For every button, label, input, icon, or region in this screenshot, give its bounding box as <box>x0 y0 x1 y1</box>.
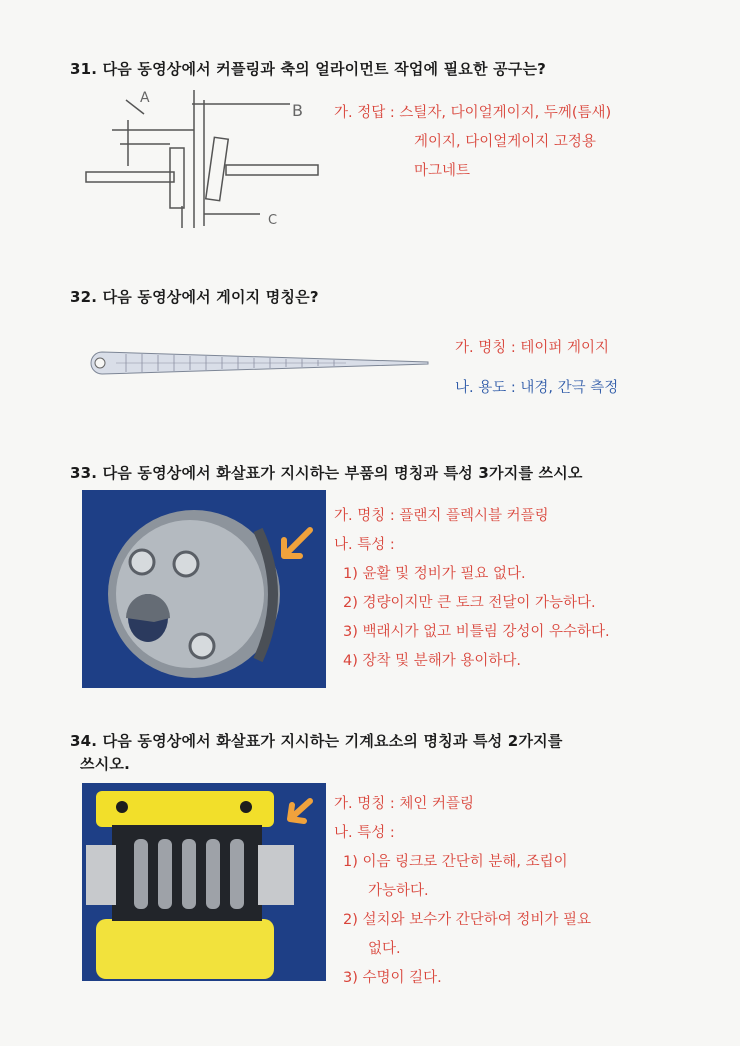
q33-feature-1: 1) 윤활 및 정비가 필요 없다. <box>343 566 526 582</box>
label-b: B <box>292 101 303 120</box>
q33-question: 33. 다음 동영상에서 화살표가 지시하는 부품의 명칭과 특성 3가지를 쓰시오 <box>70 464 583 482</box>
label-c: C <box>268 213 278 228</box>
q33-name: 가. 명칭 : 플랜지 플렉시블 커플링 <box>334 508 549 524</box>
chain-coupling-photo <box>82 783 326 981</box>
q34-feature-2-cont: 없다. <box>368 941 401 957</box>
q34-feature-3: 3) 수명이 길다. <box>343 970 442 986</box>
q33-feature-3: 3) 백래시가 없고 비틀림 강성이 우수하다. <box>343 624 610 640</box>
q32-answer-name: 가. 명칭 : 테이퍼 게이지 <box>455 340 609 356</box>
q34-feature-1: 1) 이음 링크로 간단히 분해, 조립이 <box>343 854 568 870</box>
q32-answer-use: 나. 용도 : 내경, 간극 측정 <box>455 380 619 396</box>
q32-question: 32. 다음 동영상에서 게이지 명칭은? <box>70 288 319 306</box>
q34-feature-2: 2) 설치와 보수가 간단하여 정비가 필요 <box>343 912 592 928</box>
q34-question-line-2: 쓰시오. <box>80 755 130 773</box>
q31-answer-line-1: 가. 정답 : 스틸자, 다이얼게이지, 두께(틈새) <box>334 105 612 121</box>
right-flange <box>206 137 228 200</box>
q33-feature-4: 4) 장착 및 분해가 용이하다. <box>343 653 521 669</box>
q33-features-label: 나. 특성 : <box>334 537 395 553</box>
q31-answer-line-3: 마그네트 <box>414 163 471 179</box>
q31-question: 31. 다음 동영상에서 커플링과 축의 얼라이먼트 작업에 필요한 공구는? <box>70 60 547 78</box>
q34-feature-1-cont: 가능하다. <box>368 883 429 899</box>
q34-answer <box>334 790 591 993</box>
label-a: A <box>140 90 150 106</box>
taper-gauge-image <box>86 346 430 380</box>
coupling-alignment-diagram <box>82 88 322 236</box>
q31-answer <box>334 99 611 186</box>
q34-features-label: 나. 특성 : <box>334 825 395 841</box>
q33-answer <box>334 502 610 676</box>
q31-answer-line-2: 게이지, 다이얼게이지 고정용 <box>414 134 596 150</box>
flange-coupling-photo <box>82 490 326 688</box>
left-flange <box>170 148 184 208</box>
q33-feature-2: 2) 경량이지만 큰 토크 전달이 가능하다. <box>343 595 596 611</box>
left-shaft <box>86 172 174 182</box>
q34-question-line-1: 34. 다음 동영상에서 화살표가 지시하는 기계요소의 명칭과 특성 2가지를 <box>70 732 563 750</box>
q34-name: 가. 명칭 : 체인 커플링 <box>334 796 474 812</box>
right-shaft <box>226 165 318 175</box>
